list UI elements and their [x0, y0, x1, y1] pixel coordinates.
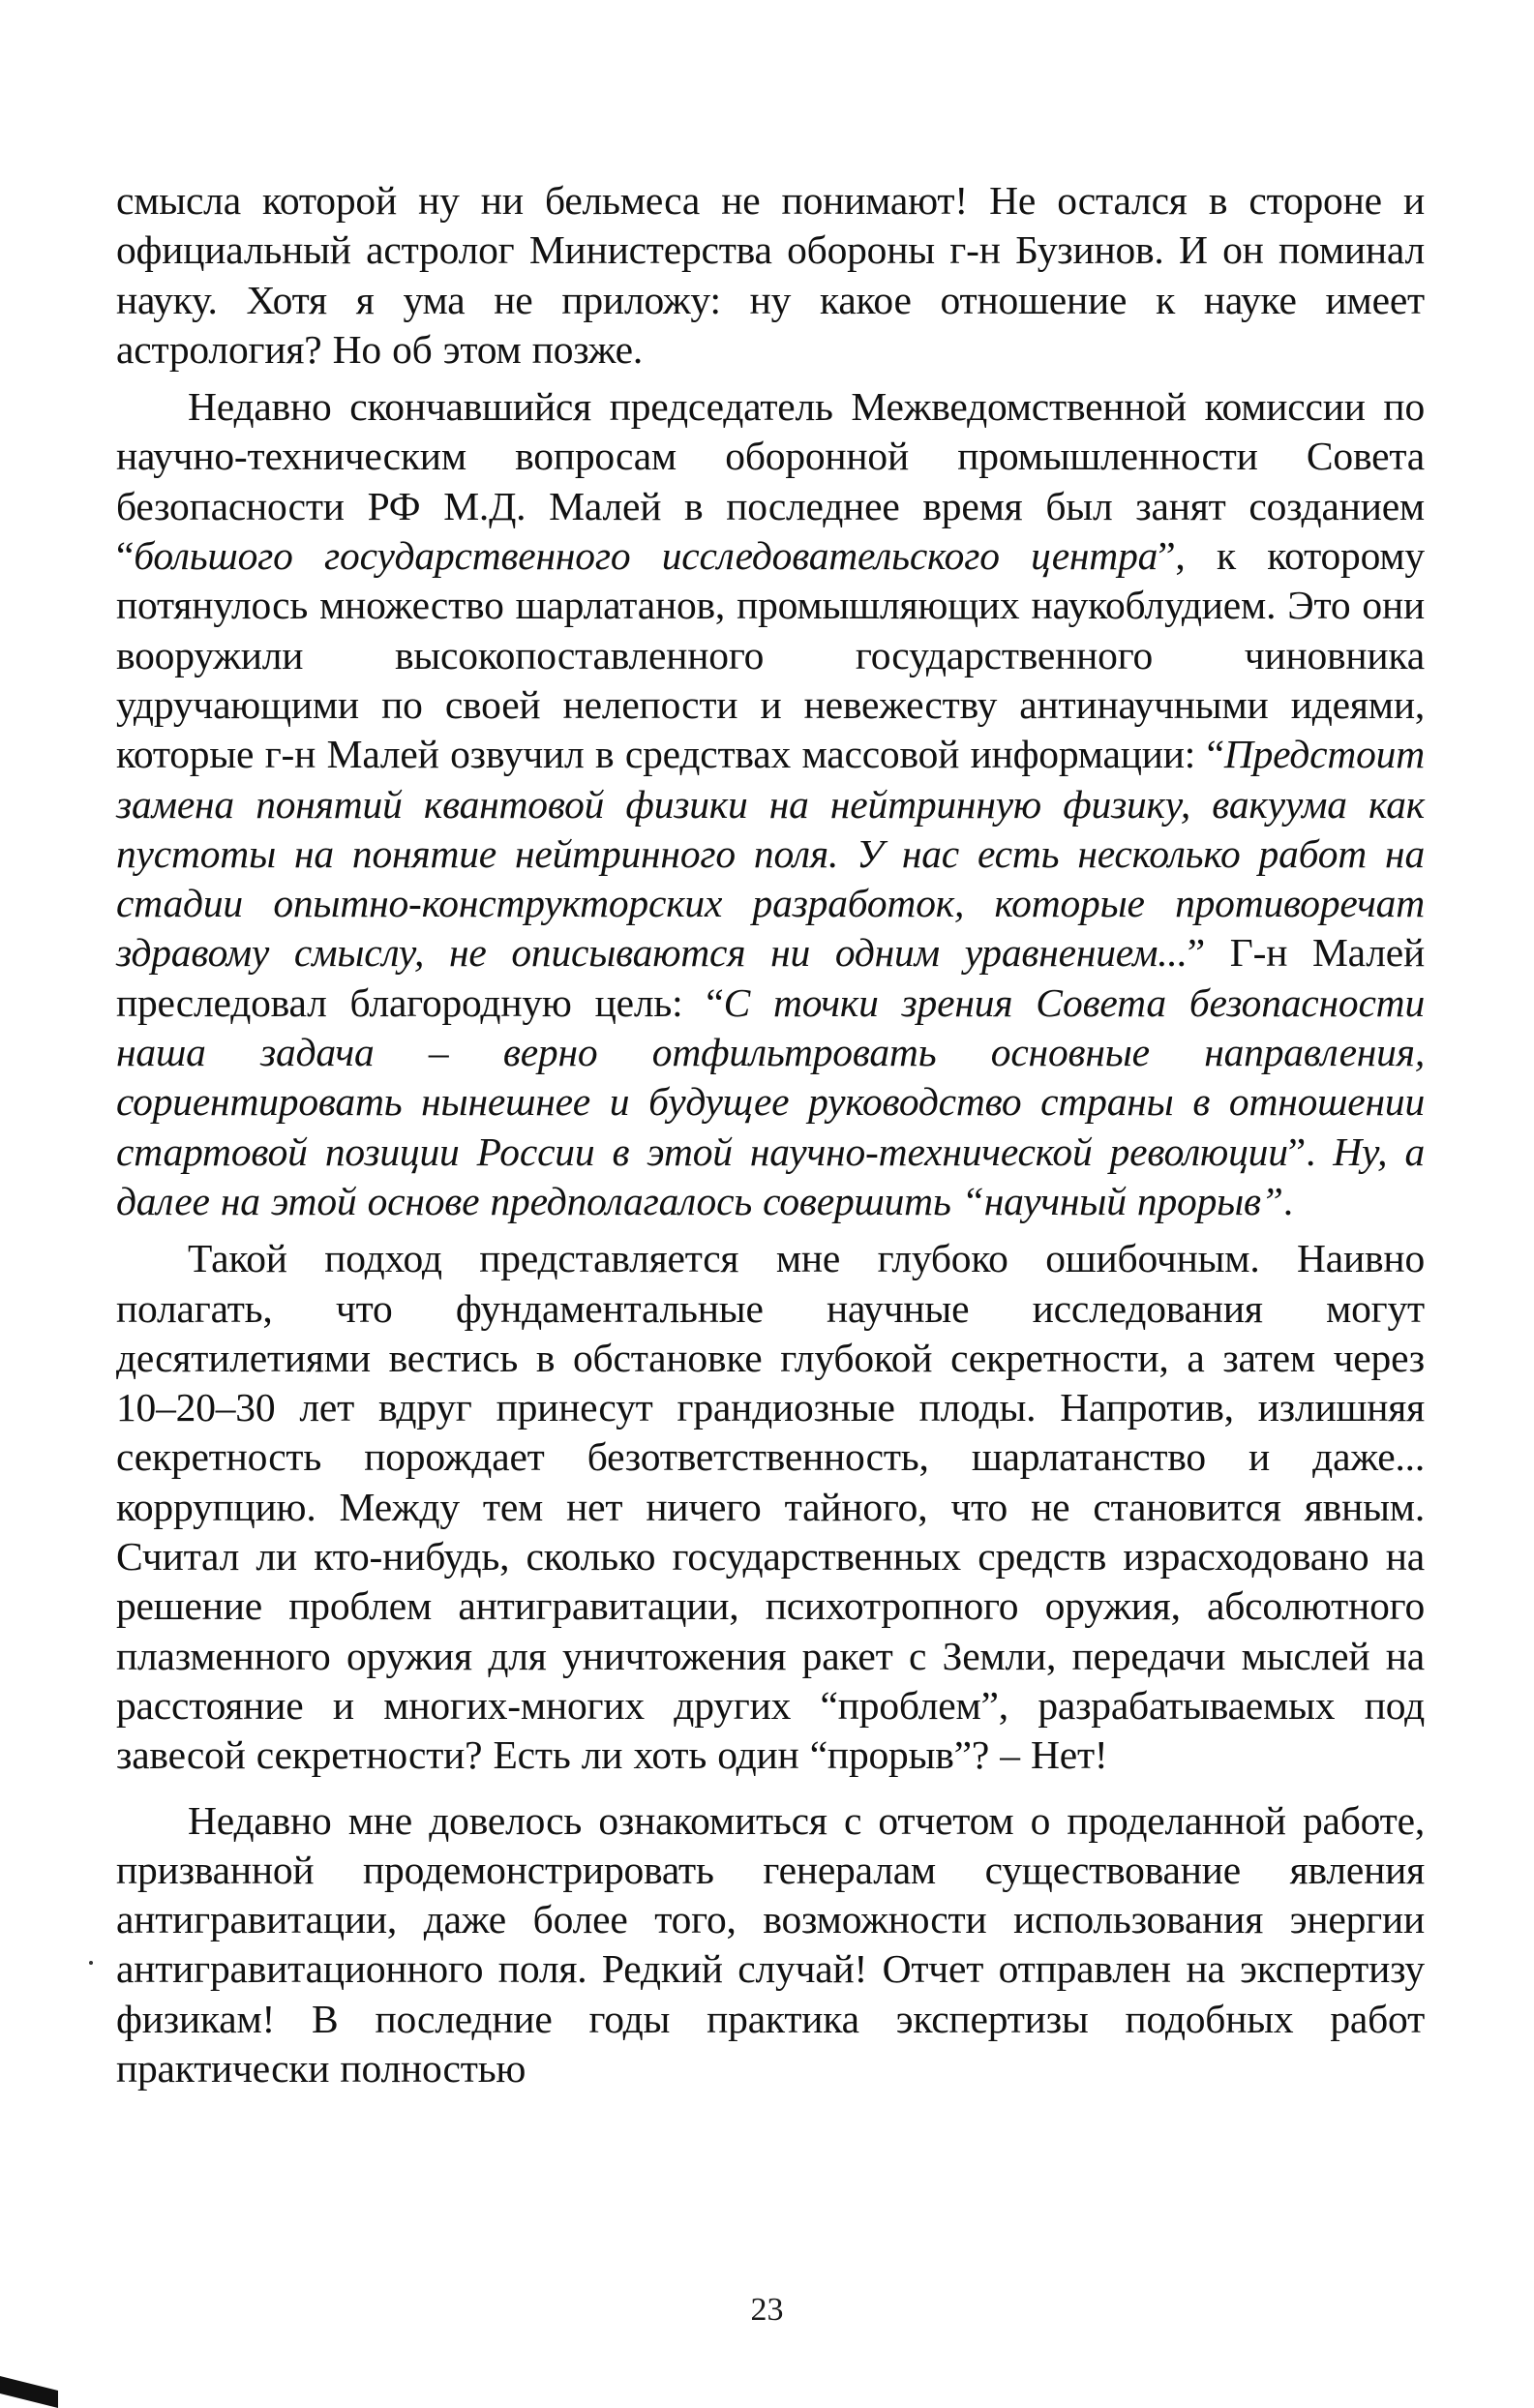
text-segment: ”. — [1287, 1129, 1334, 1174]
italic-quote: большого государственного исследовательского центра — [134, 533, 1158, 579]
paragraph-1 — [116, 176, 1425, 375]
page-number: 23 — [750, 2292, 784, 2328]
text-segment: Такой подход представляется мне глубоко ошибочным. Наивно полагать, что фундаментальные научные исследования могут десятилетиями вестись в обстановке глубокой секретности, а затем через 10–20–30 лет вдруг принесут грандиозные плоды. Напротив, излишняя секретность порождает безответственность, шарлатанство и даже... коррупцию. Между тем нет ничего тайного, что не становится явным. Считал ли кто-нибудь, сколько государственных средств израсходовано на решение проблем антигравитации, психотропного оружия, абсолютного плазменного оружия для уничтожения ракет с Земли, передачи мыслей на расстояние и многих-многих других “проблем”, разрабатываемых под завесой секретности? Есть ли хоть один “прорыв”? – Нет! — [116, 1236, 1425, 1778]
paragraph-4 — [116, 1796, 1425, 2094]
text-segment: ”, к которому потянулось множество шарлатанов, промышляющих наукоблудием. Это они вооружили высокопоставленного государственного чиновника удручающими по своей нелепости и невежеству антинаучными идеями, которые г-н Малей озвучил в средствах массовой информации: “ — [116, 533, 1425, 777]
italic-quote: С точки зрения Совета безопасности наша задача – верно отфильтровать основные направления, сориентировать нынешнее и будущее руководство страны в отношении стартовой позиции России в этой научно-технической революции — [116, 979, 1425, 1174]
text-segment: . — [1282, 1178, 1293, 1223]
text-segment: Недавно мне довелось ознакомиться с отчетом о проделанной работе, призванной продемонстрировать генералам существование явления антигравитации, даже более того, возможности использования энергии антигравитационного поля. Редкий случай! Отчет отправлен на экспертизу физикам! В последние годы практика экспертизы подобных работ практически полностью — [116, 1797, 1425, 2091]
scan-edge-mark — [0, 2376, 58, 2408]
body-text — [116, 176, 1425, 2093]
text-segment: Недавно скончавшийся председатель Межведомственной комиссии по научно-техническим вопросам оборонной промышленности Совета безопасности РФ М.Д. Малей в последнее время был занят созданием “ — [116, 384, 1425, 579]
paragraph-3 — [116, 1234, 1425, 1780]
italic-quote: Предстоит замена понятий квантовой физики на нейтринную физику, вакуума как пустоты на понятие нейтринного поля. У нас есть несколько работ на стадии опытно-конструкторских разработок, которые противоречат здравому смыслу, не описываются ни одним уравнением... — [116, 732, 1425, 976]
text-segment: ” Г-н Малей преследовал благородную цель: “ — [116, 930, 1426, 1025]
text-segment: смысла которой ну ни бельмеса не понимают! Не остался в стороне и официальный астролог Министерства обороны г-н Бузинов. И он поминал науку. Хотя я ума не приложу: ну какое отношение к науке имеет астрология? Но об этом позже. — [116, 178, 1425, 372]
scan-speck — [89, 1961, 93, 1965]
italic-quote: Ну, а далее на этой основе предполагалось совершить “научный прорыв” — [116, 1129, 1425, 1223]
paragraph-2 — [116, 382, 1425, 1226]
